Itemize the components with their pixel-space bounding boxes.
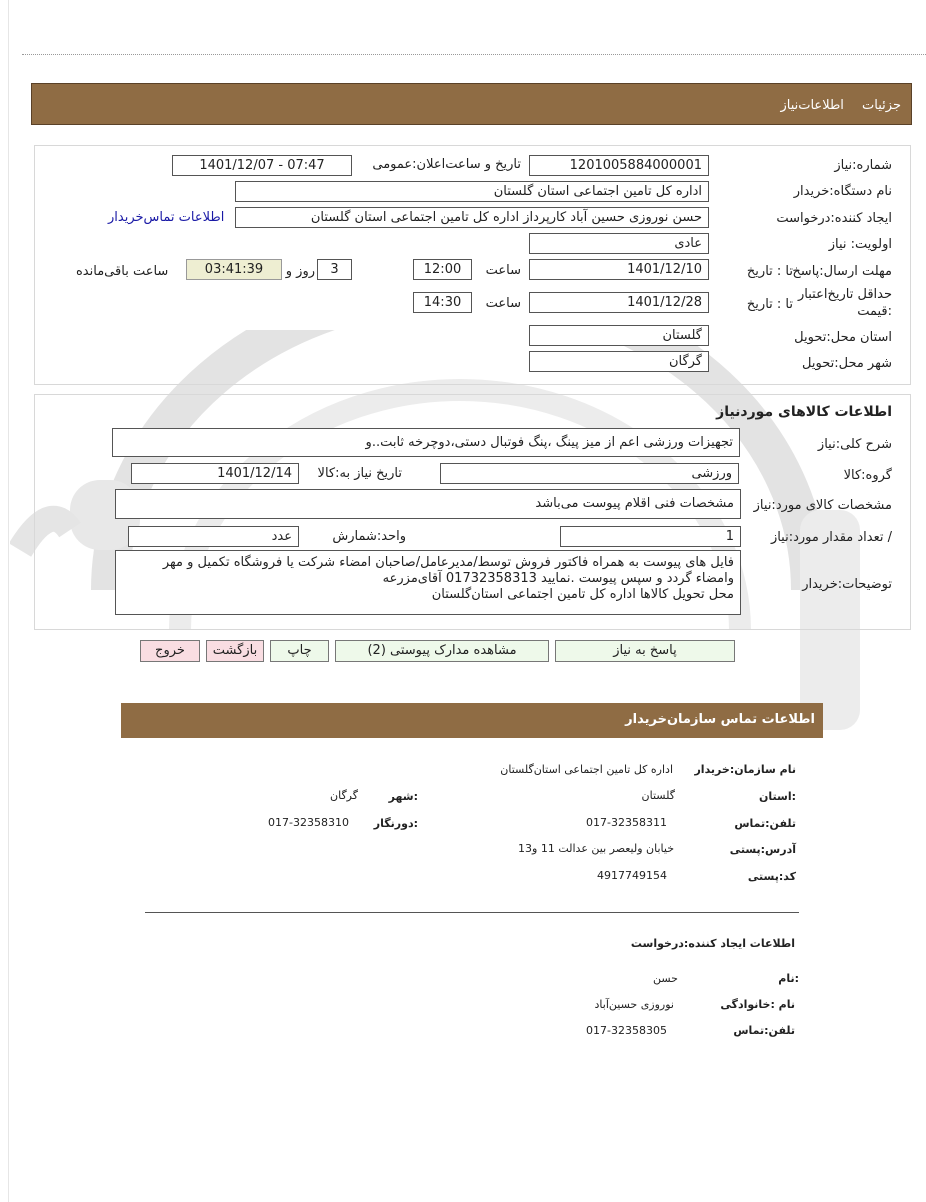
contact-city-label: :شهر: [388, 790, 418, 803]
validity-time-field: 14:30: [413, 292, 472, 313]
contact-address-value: خیابان ولیعصر بین عدالت 11 و13: [518, 842, 674, 855]
requester-family-value: نوروزی حسین‌آباد: [594, 998, 674, 1011]
remaining-label: ساعت باقی‌مانده: [76, 264, 169, 279]
section-divider: [145, 912, 799, 913]
summary-field: تجهیزات ورزشی اعم از میز پینگ ،پنگ فوتبال دستی،دوچرخه ثابت..و: [112, 428, 740, 457]
view-attachments-button[interactable]: مشاهده مدارک پیوستی (2): [335, 640, 549, 662]
contact-phone-label: تلفن:تماس: [734, 817, 796, 830]
delivery-province-label: استان محل:تحویل: [794, 330, 892, 345]
print-button[interactable]: چاپ: [270, 640, 329, 662]
reply-button[interactable]: پاسخ به نیاز: [555, 640, 735, 662]
buyer-contact-header: [121, 703, 823, 738]
tab-need-info[interactable]: اطلاعات‌نیاز: [780, 98, 844, 113]
requester-family-label: نام :خانوادگی: [720, 998, 795, 1011]
days-field: 3: [317, 259, 352, 280]
validity-time-label: ساعت: [485, 296, 521, 311]
notes-line-2: وامضاء گردد و سپس پیوست .نمایید 01732358313 آقای‌مزرعه: [382, 571, 734, 586]
validity-date-field: 1401/12/28: [529, 292, 709, 313]
need-date-field: 1401/12/14: [131, 463, 299, 484]
deadline-to-date-label: تا : تاریخ: [746, 264, 793, 279]
contact-postal-value: 4917749154: [597, 869, 667, 882]
group-field: ورزشی: [440, 463, 739, 484]
details-header-bar: [31, 83, 912, 125]
requester-phone-label: تلفن:تماس: [733, 1024, 795, 1037]
quantity-field: 1: [560, 526, 741, 547]
delivery-city-field: گرگان: [529, 351, 709, 372]
validity-to-date-label: تا : تاریخ: [746, 297, 793, 312]
exit-button[interactable]: خروج: [140, 640, 200, 662]
summary-label: شرح کلی:نیاز: [817, 437, 892, 452]
notes-line-1: فایل های پیوست به همراه فاکتور فروش توسط/مدیرعامل/صاحبان امضاء شرکت یا فروشگاه تکمیل و مهر: [162, 555, 734, 570]
top-dotted-divider: [22, 54, 926, 55]
notes-label: توضیحات:خریدار: [802, 577, 892, 592]
delivery-city-label: شهر محل:تحویل: [802, 356, 892, 371]
notes-field: [115, 550, 741, 615]
priority-label: اولویت: نیاز: [828, 237, 892, 252]
tab-details[interactable]: جزئیات: [862, 98, 901, 113]
creator-label: ایجاد کننده:درخواست: [776, 211, 892, 226]
back-button[interactable]: بازگشت: [206, 640, 264, 662]
days-label: روز و: [285, 264, 315, 279]
org-value: اداره کل تامین اجتماعی استان‌گلستان: [500, 763, 673, 776]
buyer-contact-link[interactable]: اطلاعات تماس‌خریدار: [108, 210, 225, 225]
remaining-time-field: 03:41:39: [186, 259, 282, 280]
contact-city-value: گرگان: [330, 789, 358, 802]
creator-field: حسن نوروزی حسین آباد کارپرداز اداره کل تامین اجتماعی استان گلستان: [235, 207, 709, 228]
contact-address-label: آدرس:پستی: [729, 843, 796, 856]
requester-name-value: حسن: [653, 972, 678, 985]
requester-title: اطلاعات ایجاد کننده:درخواست: [630, 937, 795, 950]
contact-province-label: :استان: [759, 790, 796, 803]
quantity-label: / تعداد مقدار مورد:نیاز: [770, 530, 892, 545]
deadline-time-label: ساعت: [485, 263, 521, 278]
need-number-field: 1201005884000001: [529, 155, 709, 176]
goods-title: اطلاعات کالاهای موردنیاز: [716, 404, 892, 420]
requester-name-label: :نام: [778, 972, 799, 985]
deadline-label: مهلت ارسال:پاسخ: [792, 264, 892, 279]
contact-province-value: گلستان: [641, 789, 675, 802]
validity-label-1: حداقل تاریخ‌اعتبار: [798, 287, 892, 302]
requester-phone-value: 017-32358305: [586, 1024, 667, 1037]
buyer-contact-title: اطلاعات تماس سازمان‌خریدار: [625, 712, 815, 727]
contact-fax-value: 017-32358310: [268, 816, 349, 829]
priority-field: عادی: [529, 233, 709, 254]
page-left-border: [8, 0, 9, 1202]
buyer-field: اداره کل تامین اجتماعی استان گلستان: [235, 181, 709, 202]
need-number-label: شماره:نیاز: [834, 158, 892, 173]
deadline-date-field: 1401/12/10: [529, 259, 709, 280]
buyer-label: نام دستگاه:خریدار: [793, 184, 892, 199]
spec-field: مشخصات فنی اقلام پیوست می‌باشد: [115, 489, 741, 519]
notes-line-3: محل تحویل کالاها اداره کل تامین اجتماعی استان‌گلستان: [431, 587, 734, 602]
unit-field: عدد: [128, 526, 299, 547]
announce-label: تاریخ و ساعت‌اعلان:عمومی: [372, 157, 521, 172]
contact-postal-label: کد:پستی: [747, 870, 796, 883]
deadline-time-field: 12:00: [413, 259, 472, 280]
announce-field: 1401/12/07 - 07:47: [172, 155, 352, 176]
org-label: نام سازمان:خریدار: [694, 763, 796, 776]
contact-fax-label: :دورنگار: [373, 817, 418, 830]
group-label: گروه:کالا: [843, 468, 892, 483]
unit-label: واحد:شمارش: [332, 529, 406, 544]
contact-phone-value: 017-32358311: [586, 816, 667, 829]
delivery-province-field: گلستان: [529, 325, 709, 346]
spec-label: مشخصات کالای مورد:نیاز: [753, 498, 892, 513]
validity-label-2: :قیمت: [857, 304, 892, 319]
need-date-label: تاریخ نیاز به:کالا: [317, 466, 402, 481]
